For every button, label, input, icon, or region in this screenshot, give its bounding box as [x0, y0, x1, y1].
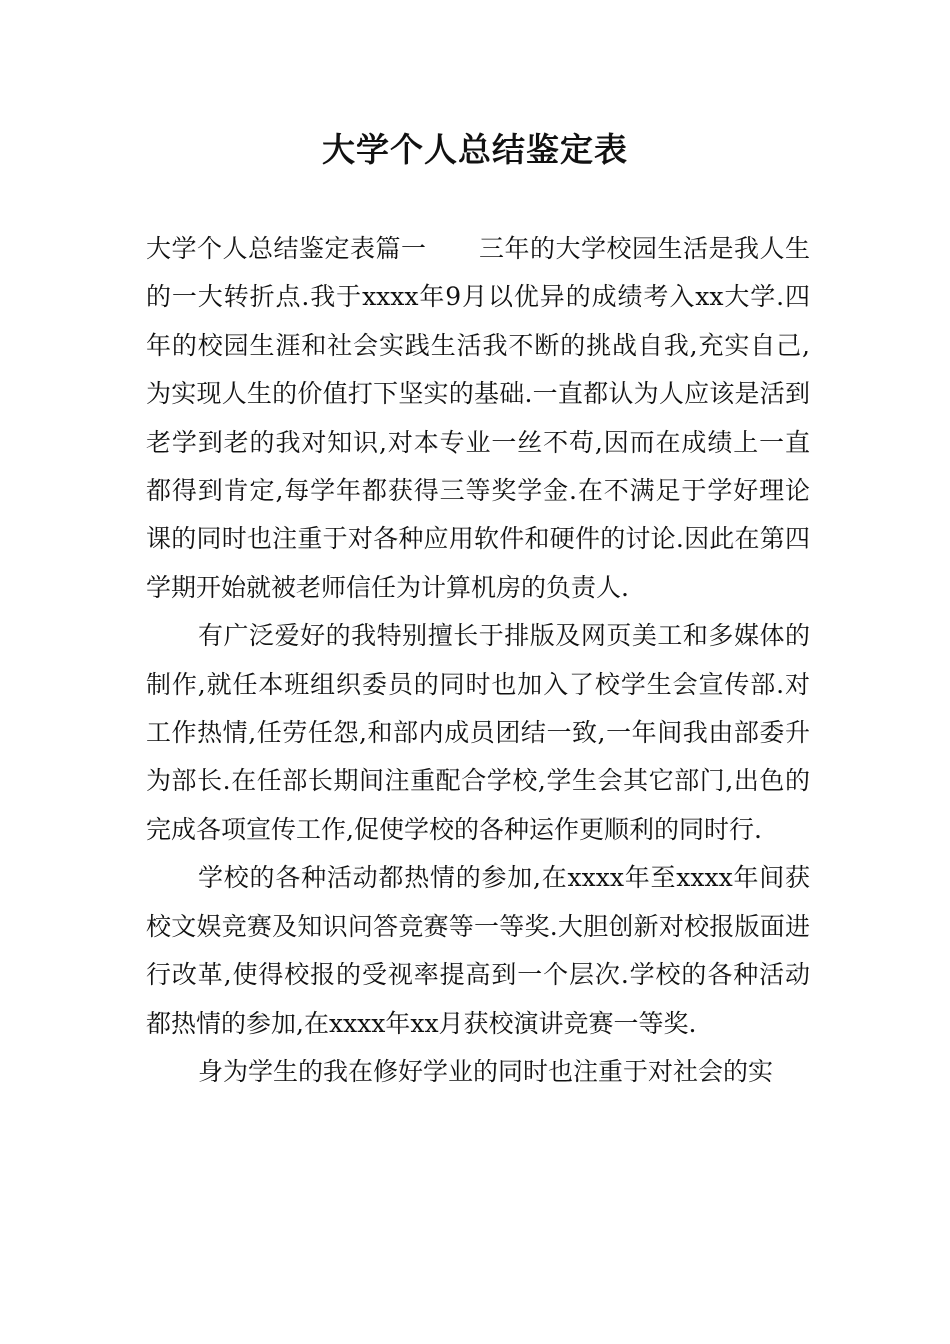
paragraph-1-text: 三年的大学校园生活是我人生的一大转折点.我于xxxx年9月以优异的成绩考入xx大学.四年的校园生涯和社会实践生活我不断的挑战自我,充实自己,为实现人生的价值打下坚实的基础.一直都认为人应该是活到老学到老的我对知识,对本专业一丝不苟,因而在成绩上一直都得到肯定,每学年都获得三等奖学金.在不满足于学好理论课的同时也注重于对各种应用软件和硬件的讨论.因此在第四学期开始就被老师信任为计算机房的负责人.	[146, 234, 810, 602]
paragraph-3: 学校的各种活动都热情的参加,在xxxx年至xxxx年间获校文娱竞赛及知识问答竞赛等一等奖.大胆创新对校报版面进行改革,使得校报的受视率提高到一个层次.学校的各种活动都热情的参加,在xxxx年xx月获校演讲竞赛一等奖.	[146, 863, 810, 1038]
paragraph-1	[146, 225, 810, 612]
paragraph-4: 身为学生的我在修好学业的同时也注重于对社会的实	[198, 1056, 774, 1086]
document-body	[146, 225, 810, 1096]
paragraph-2: 有广泛爱好的我特别擅长于排版及网页美工和多媒体的制作,就任本班组织委员的同时也加入了校学生会宣传部.对工作热情,任劳任怨,和部内成员团结一致,一年间我由部委升为部长.在任部长期间注重配合学校,学生会其它部门,出色的完成各项宣传工作,促使学校的各种运作更顺利的同时行.	[146, 621, 810, 844]
document-title: 大学个人总结鉴定表	[322, 130, 628, 169]
paragraph-1-lead: 大学个人总结鉴定表篇一	[146, 234, 427, 263]
